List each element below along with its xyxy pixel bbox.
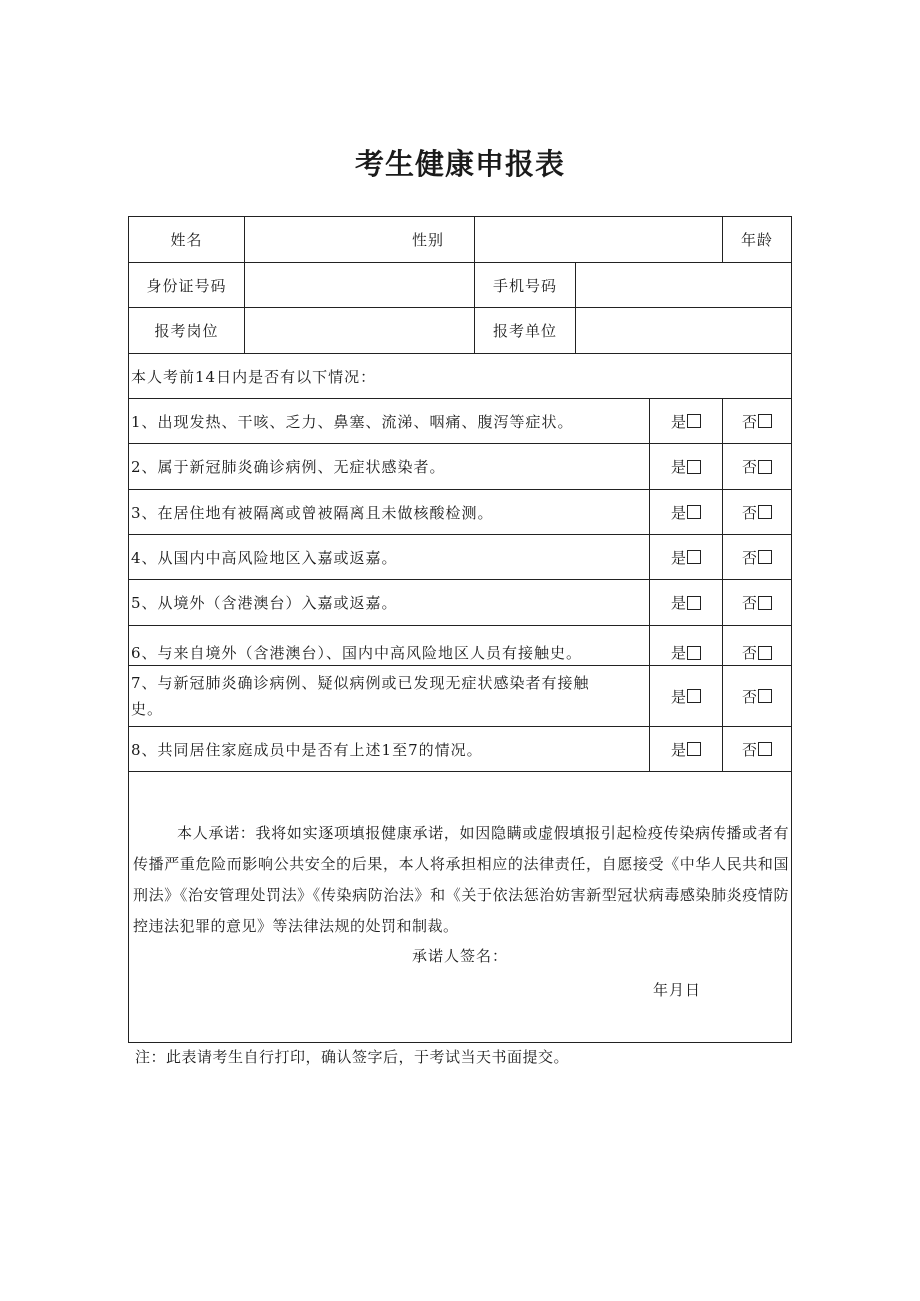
intro-text: 本人考前14日内是否有以下情况： xyxy=(129,354,792,399)
no-label: 否 xyxy=(742,412,758,431)
no-label: 否 xyxy=(742,503,758,522)
checkbox-icon xyxy=(758,550,772,564)
question-row xyxy=(129,399,792,444)
question-text: 5、从境外（含港澳台）入嘉或返嘉。 xyxy=(129,580,650,626)
yes-label: 是 xyxy=(671,594,687,612)
no-checkbox[interactable] xyxy=(723,535,792,580)
phone-label: 手机号码 xyxy=(475,263,576,308)
unit-field[interactable] xyxy=(576,308,792,354)
no-checkbox[interactable] xyxy=(723,666,792,727)
position-field[interactable] xyxy=(245,308,475,354)
yes-label: 是 xyxy=(671,548,687,567)
no-checkbox[interactable] xyxy=(723,580,792,626)
question-row xyxy=(129,535,792,580)
age-label: 年龄 xyxy=(723,217,792,263)
yes-label: 是 xyxy=(671,503,687,522)
question-text: 1、出现发热、干咳、乏力、鼻塞、流涕、咽痛、腹泻等症状。 xyxy=(129,399,650,444)
question-text: 4、从国内中高风险地区入嘉或返嘉。 xyxy=(129,535,650,580)
checkbox-icon xyxy=(758,505,772,519)
question-row xyxy=(129,626,792,666)
question-row xyxy=(129,444,792,490)
no-checkbox[interactable] xyxy=(723,399,792,444)
yes-label: 是 xyxy=(671,458,687,476)
yes-label: 是 xyxy=(671,412,687,431)
checkbox-icon xyxy=(758,646,772,660)
yes-checkbox[interactable] xyxy=(650,535,723,580)
yes-checkbox[interactable] xyxy=(650,444,723,490)
question-row xyxy=(129,727,792,772)
question-text: 6、与来自境外（含港澳台）、国内中高风险地区人员有接触史。 xyxy=(129,626,650,666)
yes-checkbox[interactable] xyxy=(650,580,723,626)
no-label: 否 xyxy=(742,548,758,567)
yes-label: 是 xyxy=(671,644,687,662)
no-label: 否 xyxy=(742,458,758,476)
yes-label: 是 xyxy=(671,740,687,759)
no-label: 否 xyxy=(742,740,758,759)
id-number-label: 身份证号码 xyxy=(129,263,245,308)
question-row xyxy=(129,490,792,535)
id-number-field[interactable] xyxy=(245,263,475,308)
question-text: 2、属于新冠肺炎确诊病例、无症状感染者。 xyxy=(129,444,650,490)
checkbox-icon xyxy=(687,646,701,660)
question-text: 3、在居住地有被隔离或曾被隔离且未做核酸检测。 xyxy=(129,490,650,535)
pledge-section xyxy=(129,772,792,1043)
question-text: 7、与新冠肺炎确诊病例、疑似病例或已发现无症状感染者有接触史。 xyxy=(129,666,650,727)
no-label: 否 xyxy=(742,644,758,662)
date-label: 年月日 xyxy=(653,981,702,999)
no-label: 否 xyxy=(742,687,758,706)
checkbox-icon xyxy=(758,596,772,610)
no-checkbox[interactable] xyxy=(723,727,792,772)
footnote: 注：此表请考生自行打印，确认签字后，于考试当天书面提交。 xyxy=(135,1048,570,1066)
gender-label: 性别 xyxy=(245,217,475,263)
checkbox-icon xyxy=(687,460,701,474)
checkbox-icon xyxy=(687,505,701,519)
checkbox-icon xyxy=(758,414,772,428)
checkbox-icon xyxy=(687,689,701,703)
yes-checkbox[interactable] xyxy=(650,727,723,772)
position-label: 报考岗位 xyxy=(129,308,245,354)
yes-checkbox[interactable] xyxy=(650,490,723,535)
checkbox-icon xyxy=(687,550,701,564)
yes-checkbox[interactable] xyxy=(650,399,723,444)
checkbox-icon xyxy=(687,742,701,756)
question-text: 8、共同居住家庭成员中是否有上述1至7的情况。 xyxy=(129,727,650,772)
unit-label: 报考单位 xyxy=(475,308,576,354)
yes-label: 是 xyxy=(671,687,687,706)
no-checkbox[interactable] xyxy=(723,444,792,490)
checkbox-icon xyxy=(758,742,772,756)
no-label: 否 xyxy=(742,594,758,612)
yes-checkbox[interactable] xyxy=(650,666,723,727)
checkbox-icon xyxy=(687,414,701,428)
signer-label: 承诺人签名： xyxy=(412,947,509,965)
no-checkbox[interactable] xyxy=(723,626,792,666)
checkbox-icon xyxy=(758,689,772,703)
name-label: 姓名 xyxy=(129,217,245,263)
question-row xyxy=(129,666,792,727)
checkbox-icon xyxy=(758,460,772,474)
page-title: 考生健康申报表 xyxy=(354,147,565,181)
question-row xyxy=(129,580,792,626)
yes-checkbox[interactable] xyxy=(650,626,723,666)
pledge-text: 本人承诺：我将如实逐项填报健康承诺，如因隐瞒或虚假填报引起检疫传染病传播或者有传播严重危险而影响公共安全的后果，本人将承担相应的法律责任，自愿接受《中华人民共和国刑法》《治安管理处罚法》《传染病防治法》和《关于依法惩治妨害新型冠状病毒感染肺炎疫情防控违法犯罪的意见》等法律法规的处罚和制裁。 xyxy=(133,824,790,935)
health-declaration-table xyxy=(128,216,792,1043)
no-checkbox[interactable] xyxy=(723,490,792,535)
gender-field[interactable] xyxy=(475,217,723,263)
phone-field[interactable] xyxy=(576,263,792,308)
checkbox-icon xyxy=(687,596,701,610)
